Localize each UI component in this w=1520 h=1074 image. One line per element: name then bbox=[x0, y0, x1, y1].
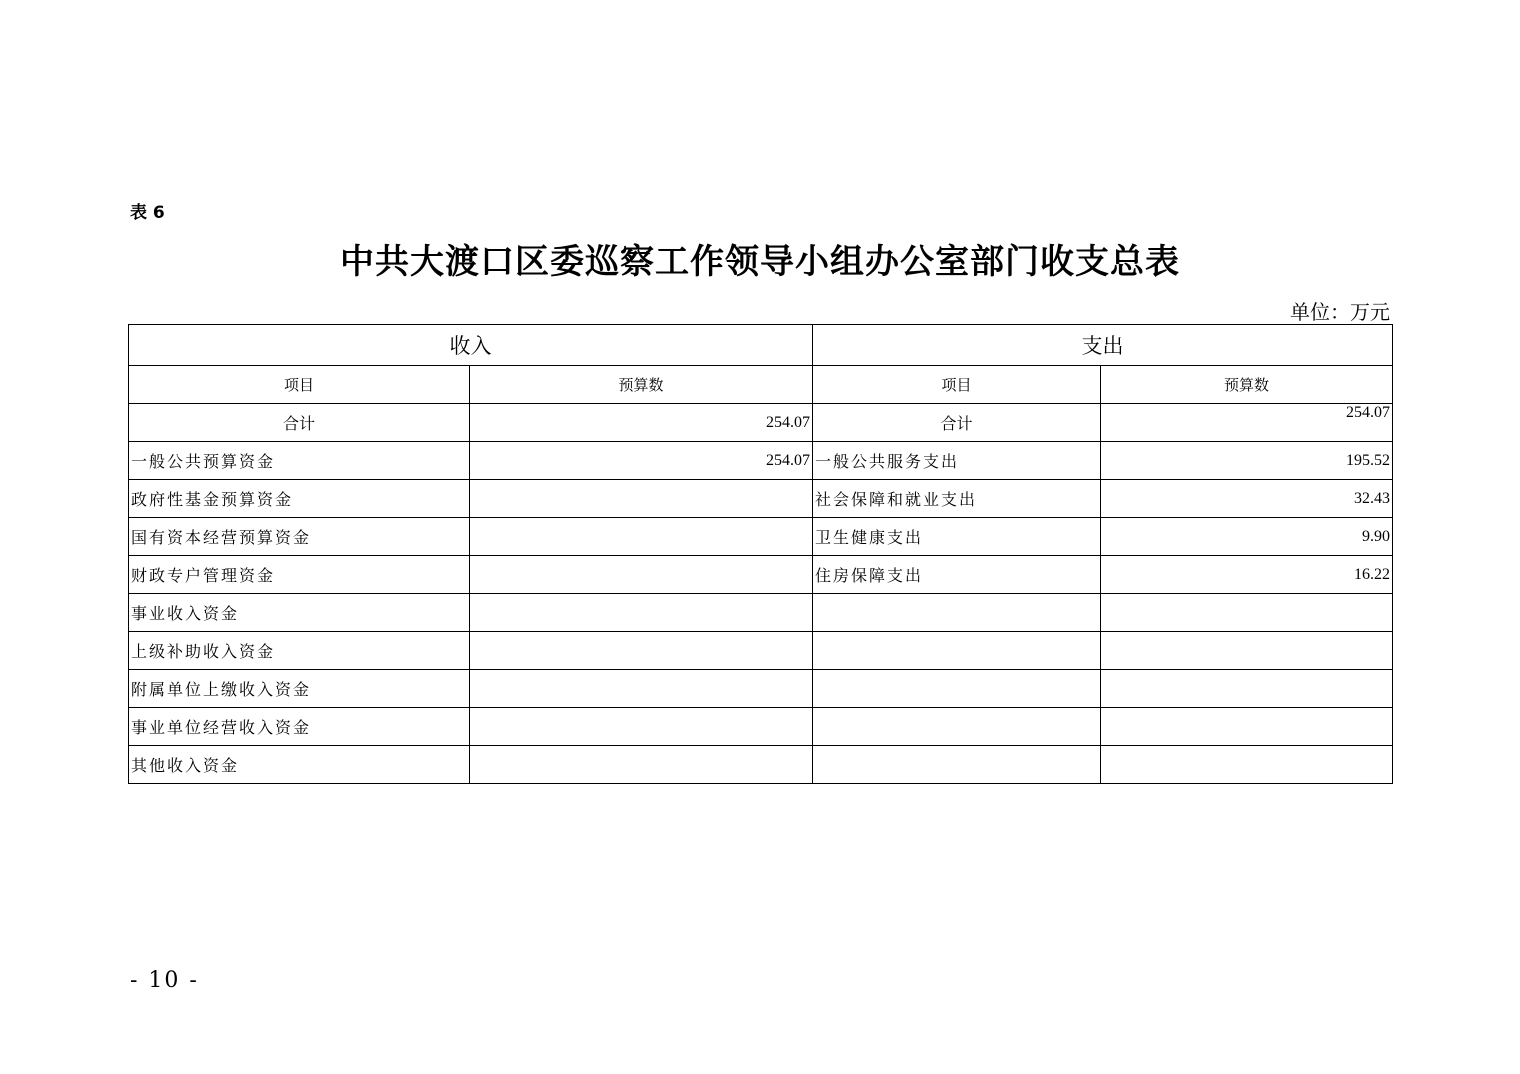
income-amount: 254.07 bbox=[470, 442, 813, 480]
income-total-value: 254.07 bbox=[470, 404, 813, 442]
budget-table bbox=[128, 324, 1393, 784]
expense-amount bbox=[1101, 594, 1393, 632]
income-item: 政府性基金预算资金 bbox=[129, 480, 470, 518]
expense-amount bbox=[1101, 708, 1393, 746]
table-row bbox=[129, 480, 1393, 518]
page-number: - 10 - bbox=[130, 968, 199, 993]
income-item: 一般公共预算资金 bbox=[129, 442, 470, 480]
table-row bbox=[129, 556, 1393, 594]
income-total-label: 合计 bbox=[129, 404, 470, 442]
table-row bbox=[129, 442, 1393, 480]
income-amount-header: 预算数 bbox=[470, 366, 813, 404]
income-item: 国有资本经营预算资金 bbox=[129, 518, 470, 556]
table-row bbox=[129, 670, 1393, 708]
table-row bbox=[129, 632, 1393, 670]
income-amount bbox=[470, 670, 813, 708]
expense-item bbox=[813, 746, 1101, 784]
total-row bbox=[129, 404, 1393, 442]
expense-amount-header: 预算数 bbox=[1101, 366, 1393, 404]
expense-total-label: 合计 bbox=[813, 404, 1101, 442]
income-amount bbox=[470, 556, 813, 594]
expense-item: 卫生健康支出 bbox=[813, 518, 1101, 556]
table-label: 表 6 bbox=[130, 203, 165, 223]
expense-item: 社会保障和就业支出 bbox=[813, 480, 1101, 518]
income-item: 事业单位经营收入资金 bbox=[129, 708, 470, 746]
income-item: 附属单位上缴收入资金 bbox=[129, 670, 470, 708]
expense-item bbox=[813, 594, 1101, 632]
expense-amount bbox=[1101, 632, 1393, 670]
income-item-header: 项目 bbox=[129, 366, 470, 404]
expense-amount: 9.90 bbox=[1101, 518, 1393, 556]
income-amount bbox=[470, 708, 813, 746]
unit-label: 单位：万元 bbox=[1290, 300, 1390, 324]
income-amount bbox=[470, 746, 813, 784]
expense-item: 住房保障支出 bbox=[813, 556, 1101, 594]
expense-amount: 195.52 bbox=[1101, 442, 1393, 480]
document-title: 中共大渡口区委巡察工作领导小组办公室部门收支总表 bbox=[340, 242, 1180, 282]
income-amount bbox=[470, 594, 813, 632]
income-item: 上级补助收入资金 bbox=[129, 632, 470, 670]
expense-item-header: 项目 bbox=[813, 366, 1101, 404]
income-item: 财政专户管理资金 bbox=[129, 556, 470, 594]
income-item: 事业收入资金 bbox=[129, 594, 470, 632]
income-group-header: 收入 bbox=[129, 325, 813, 366]
table-row bbox=[129, 708, 1393, 746]
expense-item bbox=[813, 670, 1101, 708]
expense-item bbox=[813, 708, 1101, 746]
expense-total-value: 254.07 bbox=[1101, 404, 1393, 442]
expense-group-header: 支出 bbox=[813, 325, 1393, 366]
group-header-row bbox=[129, 325, 1393, 366]
table-row bbox=[129, 594, 1393, 632]
table-row bbox=[129, 518, 1393, 556]
income-amount bbox=[470, 480, 813, 518]
income-amount bbox=[470, 632, 813, 670]
expense-amount: 16.22 bbox=[1101, 556, 1393, 594]
expense-item: 一般公共服务支出 bbox=[813, 442, 1101, 480]
table-row bbox=[129, 746, 1393, 784]
column-header-row bbox=[129, 366, 1393, 404]
expense-amount bbox=[1101, 670, 1393, 708]
expense-amount bbox=[1101, 746, 1393, 784]
expense-amount: 32.43 bbox=[1101, 480, 1393, 518]
income-amount bbox=[470, 518, 813, 556]
income-item: 其他收入资金 bbox=[129, 746, 470, 784]
expense-item bbox=[813, 632, 1101, 670]
